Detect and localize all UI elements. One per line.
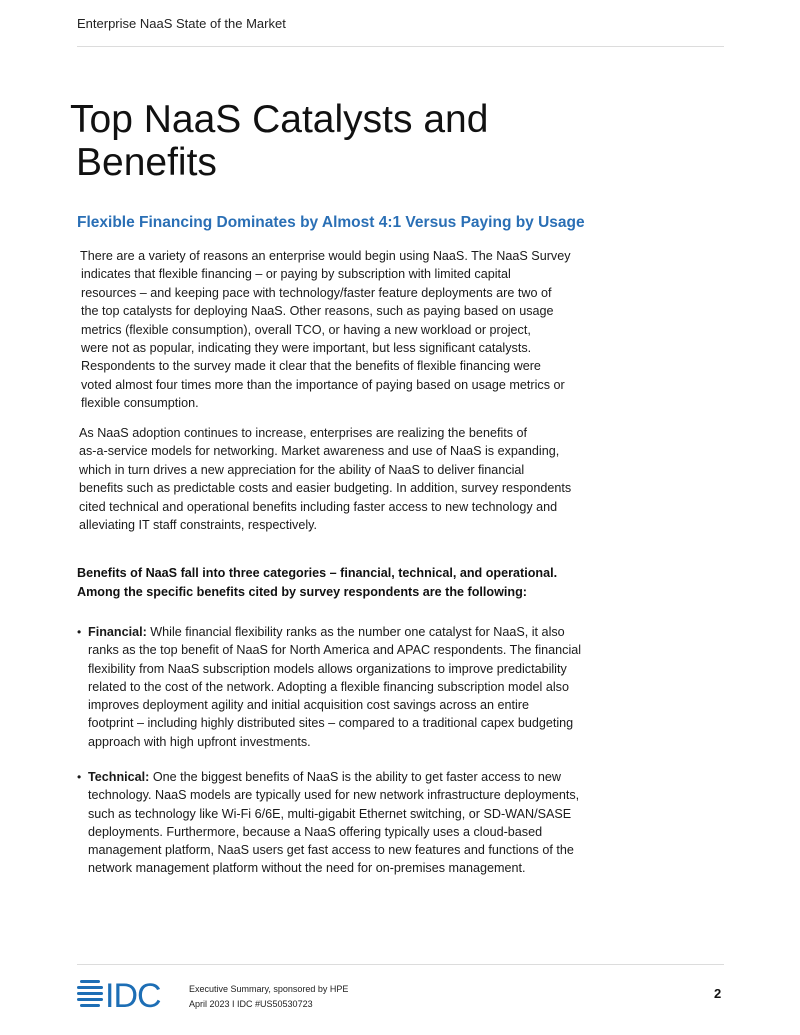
bullet-line: such as technology like Wi-Fi 6/6E, multi-gigabit Ethernet switching, or SD-WAN/SASE xyxy=(88,806,572,821)
bullet-text: One the biggest benefits of NaaS is the ability to get faster access to new xyxy=(149,770,561,784)
body-paragraph xyxy=(81,247,621,413)
footer-divider xyxy=(77,964,724,965)
paragraph-line: voted almost four times more than the importance of paying based on usage metrics or xyxy=(81,377,565,392)
bullet-line: ranks as the top benefit of NaaS for North America and APAC respondents. The financial xyxy=(88,643,582,658)
bullet-marker: • xyxy=(77,770,82,784)
bullet-item-technical xyxy=(77,768,637,878)
paragraph-line: There are a variety of reasons an enterprise would begin using NaaS. The NaaS Survey xyxy=(80,249,571,263)
bullet-line: related to the cost of the network. Adopting a flexible financing subscription model also xyxy=(88,679,569,694)
paragraph-line: were not as popular, indicating they were important, but less significant catalysts. xyxy=(81,341,532,356)
paragraph-line: cited technical and operational benefits including faster access to new technology and xyxy=(79,499,558,514)
paragraph-line: Respondents to the survey made it clear that the benefits of flexible financing were xyxy=(81,359,541,374)
page-title-line: Benefits xyxy=(76,141,217,184)
bullet-line: management platform, NaaS users get fast access to new features and functions of the xyxy=(88,843,574,858)
paragraph-line: indicates that flexible financing – or paying by subscription with limited capital xyxy=(81,267,511,282)
paragraph-line: resources – and keeping pace with technology/faster feature deployments are two of xyxy=(81,285,552,300)
running-header: Enterprise NaaS State of the Market xyxy=(77,16,286,31)
bullet-line: footprint – including highly distributed sites – compared to a traditional capex budgeting xyxy=(88,716,574,731)
bullet-line: flexibility from NaaS subscription models allows organizations to improve predictability xyxy=(88,661,567,676)
paragraph-line: the top catalysts for deploying NaaS. Other reasons, such as paying based on usage xyxy=(81,304,554,319)
page-number: 2 xyxy=(714,986,722,1001)
footer-text xyxy=(189,982,348,1012)
bullet-line: technology. NaaS models are typically used for new network infrastructure deployments, xyxy=(88,788,580,803)
bullet-marker: • xyxy=(77,625,82,639)
paragraph-line: metrics (flexible consumption), overall TCO, or having a new workload or project, xyxy=(81,322,531,337)
idc-logo xyxy=(77,976,171,1010)
intro-line: Among the specific benefits cited by survey respondents are the following: xyxy=(77,585,527,599)
page-title xyxy=(70,98,590,184)
page-title-line: Top NaaS Catalysts and xyxy=(70,98,489,141)
paragraph-line: As NaaS adoption continues to increase, enterprises are realizing the benefits of xyxy=(79,426,528,440)
section-heading: Flexible Financing Dominates by Almost 4:1 Versus Paying by Usage xyxy=(77,214,585,231)
header-divider xyxy=(77,46,724,47)
paragraph-line: which in turn drives a new appreciation for the ability of NaaS to deliver financial xyxy=(79,462,525,477)
globe-icon xyxy=(77,980,103,1007)
bullet-item-financial xyxy=(77,623,637,751)
bullet-line: approach with high upfront investments. xyxy=(88,734,311,749)
idc-wordmark: IDC xyxy=(105,977,161,1010)
bullet-first-line xyxy=(88,623,637,641)
bullet-line: improves deployment agility and initial acquisition cost savings across an entire xyxy=(88,698,530,713)
bullet-line: deployments. Furthermore, because a NaaS offering typically uses a cloud-based xyxy=(88,824,543,839)
footer-date-doc-id: April 2023 I IDC #US50530723 xyxy=(189,999,313,1009)
benefits-intro xyxy=(77,564,557,602)
paragraph-line: as-a-service models for networking. Market awareness and use of NaaS is expanding, xyxy=(79,444,560,459)
paragraph-line: benefits such as predictable costs and easier budgeting. In addition, survey respondents xyxy=(79,481,572,496)
bullet-line: network management platform without the need for on-premises management. xyxy=(88,861,526,876)
footer-sponsor: Executive Summary, sponsored by HPE xyxy=(189,984,349,994)
body-paragraph xyxy=(79,424,619,534)
intro-line: Benefits of NaaS fall into three categories – financial, technical, and operational. xyxy=(77,566,558,580)
paragraph-line: alleviating IT staff constraints, respectively. xyxy=(79,518,317,533)
bullet-term: Technical: xyxy=(88,770,150,784)
bullet-first-line xyxy=(88,768,637,786)
bullet-term: Financial: xyxy=(88,625,147,639)
bullet-text: While financial flexibility ranks as the number one catalyst for NaaS, it also xyxy=(146,625,565,639)
paragraph-line: flexible consumption. xyxy=(81,396,199,411)
